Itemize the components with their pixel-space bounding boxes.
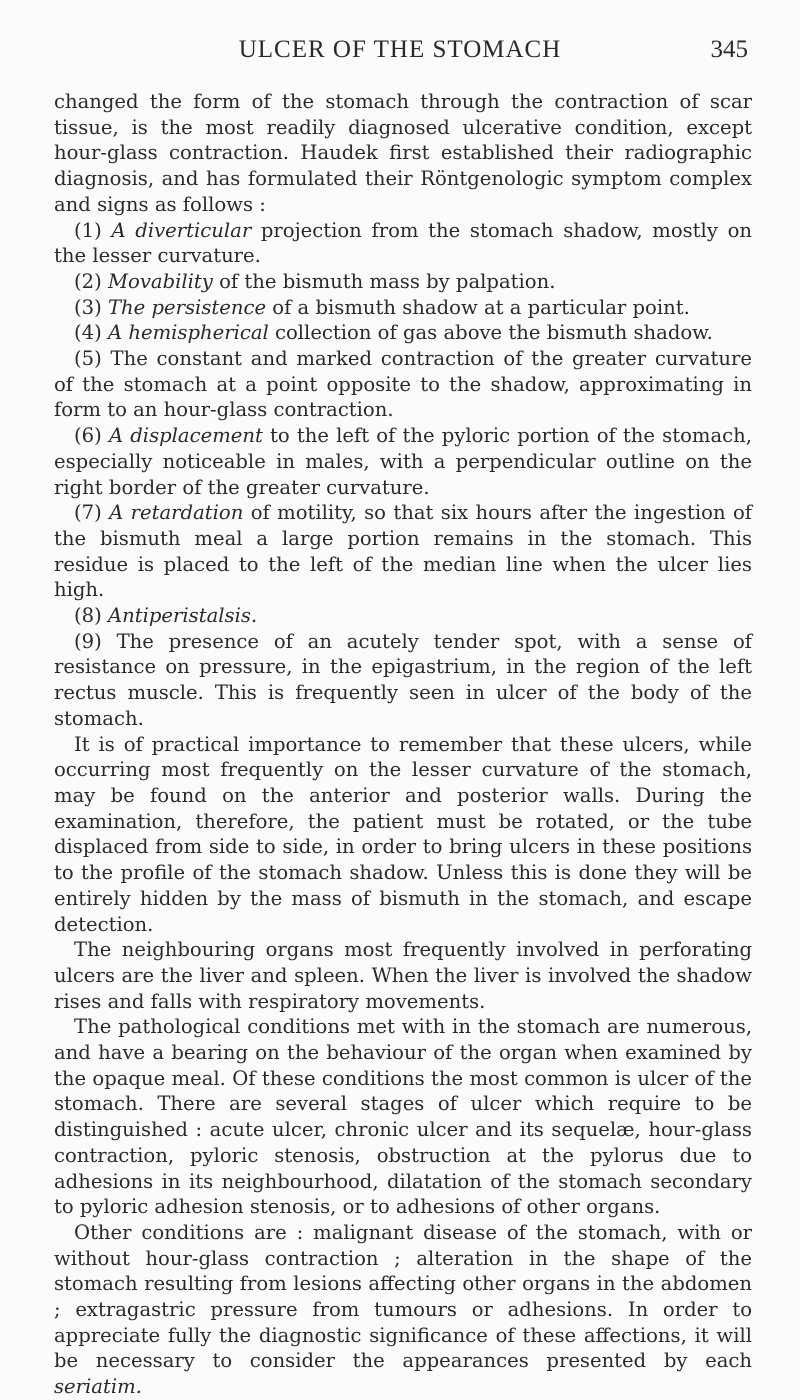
item-text: of motility, so that six hours after the ingestion of the bismuth meal a large portion remains in the stomach. This residue is placed to the left of the median line when the ulcer lies high. xyxy=(54,501,752,602)
body-text xyxy=(54,89,752,1400)
item-term: A retardation xyxy=(109,501,244,525)
paragraph-text: The pathological conditions met with in the stomach are numerous, and have a bearing on the behaviour of the organ when examined by the opaque meal. Of these conditions the most common is ulcer of the stomach. There are several stages of ulcer which require to be distinguished : acute ulcer, chronic ulcer and its sequelæ, hour-glass contraction, pyloric stenosis, obstruction at the pylorus due to adhesions in its neighbourhood, dilatation of the stomach secondary to pyloric adhesion stenosis, or to adhesions of other organs. xyxy=(54,1015,752,1219)
list-item-6 xyxy=(54,423,752,500)
item-number: (2) xyxy=(74,269,108,293)
paragraph-text: The neighbouring organs most frequently involved in perforating ulcers are the liver and spleen. When the liver is involved the shadow rises and falls with respiratory movements. xyxy=(54,938,752,1013)
item-number: (1) xyxy=(74,218,112,242)
page-header xyxy=(0,36,800,72)
list-item-5 xyxy=(54,346,752,423)
item-term: Antiperistalsis. xyxy=(107,604,258,628)
item-text: collection of gas above the bismuth shadow. xyxy=(268,321,713,345)
item-term: A diverticular xyxy=(111,218,252,242)
paragraph-practical xyxy=(54,732,752,938)
item-number: (4) xyxy=(74,321,108,345)
item-term: A hemispherical xyxy=(107,321,269,345)
item-text: of the bismuth mass by palpation. xyxy=(212,269,556,293)
item-text: (5) The constant and marked contraction of the greater curvature of the stomach at a point opposite to the shadow, approximating in form to an hour-glass contraction. xyxy=(54,347,752,422)
item-number: (6) xyxy=(74,424,109,448)
running-title: ULCER OF THE STOMACH xyxy=(238,36,562,63)
item-text: (9) The presence of an acutely tender spot, with a sense of resistance on pressure, in the epigastrium, in the region of the left rectus muscle. This is frequently seen in ulcer of the body of the stomach. xyxy=(54,629,752,730)
list-item-7 xyxy=(54,500,752,603)
paragraph-text: changed the form of the stomach through the contraction of scar tissue, is the most readily diagnosed ulcerative condition, except hour-glass contraction. Haudek first established their radiographic diagnosis, and has formulated their Röntgenologic symptom complex and signs as follows : xyxy=(54,90,752,216)
page-number: 345 xyxy=(710,36,748,63)
item-number: (7) xyxy=(74,501,110,525)
item-term: Movability xyxy=(107,269,213,293)
list-item-1 xyxy=(54,218,752,269)
item-text: projection from the stomach shadow, mostly on the lesser curvature. xyxy=(54,218,753,268)
paragraph-text: Other conditions are : malignant disease of the stomach, with or without hour-glass contraction ; alteration in the shape of the stomach resulting from lesions affecting other organs in the abdomen ; extragastric pressure from tumours or adhesions. In order to appreciate fully the diagnostic significance of these affections, it will be necessary to consider the appearances presented by each xyxy=(54,1220,752,1373)
item-text: of a bismuth shadow at a particular point. xyxy=(266,295,690,319)
list-item-2 xyxy=(54,269,752,295)
list-item-8 xyxy=(54,603,752,629)
item-number: (3) xyxy=(74,295,108,319)
paragraph-text: It is of practical importance to remember that these ulcers, while occurring most frequently on the lesser curvature of the stomach, may be found on the anterior and posterior walls. During the examination, therefore, the patient must be rotated, or the tube displaced from side to side, in order to bring ulcers in these positions to the profile of the stomach shadow. Unless this is done they will be entirely hidden by the mass of bismuth in the stomach, and escape detection. xyxy=(54,732,752,936)
item-number: (8) xyxy=(74,604,108,628)
list-item-4 xyxy=(54,320,752,346)
paragraph-pathological xyxy=(54,1014,752,1220)
paragraph-continuation xyxy=(54,89,752,218)
paragraph-other-conditions xyxy=(54,1220,752,1400)
emphasis-seriatim: seriatim. xyxy=(54,1375,142,1399)
item-text: to the left of the pyloric portion of the stomach, especially noticeable in males, with a perpendicular outline on the right border of the greater curvature. xyxy=(54,424,752,499)
list-item-3 xyxy=(54,295,752,321)
paragraph-neighbouring xyxy=(54,937,752,1014)
list-item-9 xyxy=(54,629,752,732)
item-term: A displacement xyxy=(108,424,263,448)
item-term: The persistence xyxy=(107,295,267,319)
